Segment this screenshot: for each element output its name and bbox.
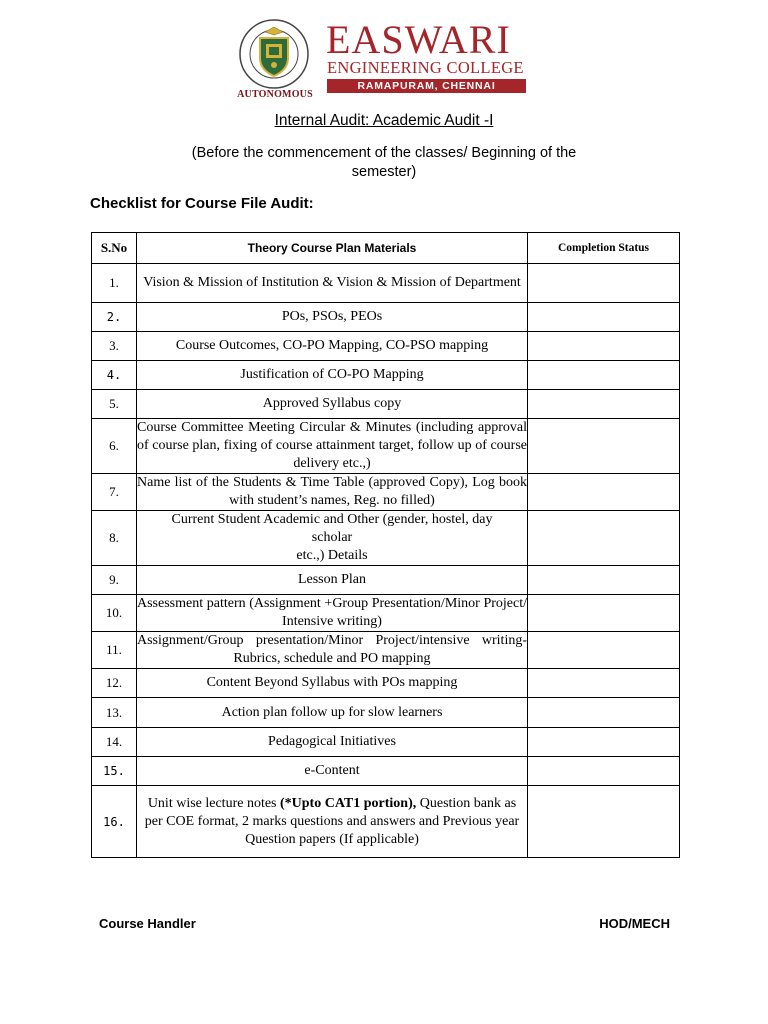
row-status-cell[interactable] [528,632,680,669]
college-subtitle: ENGINEERING COLLEGE [327,58,524,77]
row-item: Approved Syllabus copy [137,390,528,419]
row-sno: 3. [92,332,137,361]
table-row [92,669,680,698]
row-item: Pedagogical Initiatives [137,728,528,757]
row-item: Course Committee Meeting Circular & Minutes (including approval of course plan, fixing of course attainment target, follow up of course delivery etc.,) [137,419,528,474]
row-item-line: etc.,) Details [296,548,368,563]
college-location: RAMAPURAM, CHENNAI [327,79,526,93]
row-sno: 7. [92,474,137,511]
row-item-bold-text: (*Upto CAT1 portion), [280,795,417,811]
autonomous-label: AUTONOMOUS [237,89,313,100]
row-status-cell[interactable] [528,390,680,419]
table-row [92,632,680,669]
table-row [92,786,680,858]
header-completion-status: Completion Status [528,233,680,264]
row-item: POs, PSOs, PEOs [137,303,528,332]
row-status-cell[interactable] [528,595,680,632]
college-name: EASWARI [326,17,511,62]
table-row [92,264,680,303]
row-sno: 15. [92,757,137,786]
row-sno: 4. [92,361,137,390]
row-sno: 2. [92,303,137,332]
row-status-cell[interactable] [528,757,680,786]
row-item: Action plan follow up for slow learners [137,698,528,728]
table-row [92,390,680,419]
row-item: Lesson Plan [137,566,528,595]
row-item [137,786,528,858]
row-sno: 1. [92,264,137,303]
row-status-cell[interactable] [528,361,680,390]
row-status-cell[interactable] [528,786,680,858]
row-sno: 8. [92,511,137,566]
row-item: Justification of CO-PO Mapping [137,361,528,390]
course-handler-signature: Course Handler [99,916,196,931]
row-item: Assignment/Group presentation/Minor Project/intensive writing-Rubrics, schedule and PO mapping [137,632,528,669]
table-row [92,757,680,786]
row-item: Course Outcomes, CO-PO Mapping, CO-PSO mapping [137,332,528,361]
row-sno: 10. [92,595,137,632]
row-item-text: Unit wise lecture notes [147,795,280,811]
row-sno: 9. [92,566,137,595]
row-item: Vision & Mission of Institution & Vision & Mission of Department [137,264,528,303]
row-status-cell[interactable] [528,264,680,303]
table-row [92,474,680,511]
table-row [92,566,680,595]
college-header [238,18,530,102]
row-item: Content Beyond Syllabus with POs mapping [137,669,528,698]
table-row [92,595,680,632]
row-sno: 14. [92,728,137,757]
row-sno: 13. [92,698,137,728]
header-materials: Theory Course Plan Materials [137,233,528,264]
row-status-cell[interactable] [528,419,680,474]
row-status-cell[interactable] [528,728,680,757]
table-row [92,698,680,728]
row-status-cell[interactable] [528,303,680,332]
row-item: Assessment pattern (Assignment +Group Presentation/Minor Project/ Intensive writing) [137,595,528,632]
row-sno: 5. [92,390,137,419]
row-item-line: Current Student Academic and Other (gender, hostel, day scholar [171,512,493,545]
row-item: Name list of the Students & Time Table (approved Copy), Log book with student’s names, Reg. no filled) [137,474,528,511]
table-row [92,419,680,474]
row-sno: 6. [92,419,137,474]
row-item-line: per COE format, 2 marks questions and answers and Previous year Question papers (If applicable) [144,813,520,847]
row-sno: 12. [92,669,137,698]
table-row [92,728,680,757]
document-subtitle: (Before the commencement of the classes/ Beginning of the semester) [191,145,577,180]
row-item [137,511,528,566]
header-sno: S.No [92,233,137,264]
row-status-cell[interactable] [528,332,680,361]
document-title: Internal Audit: Academic Audit -I [274,112,494,129]
row-status-cell[interactable] [528,698,680,728]
audit-checklist-table [91,232,680,858]
table-row [92,303,680,332]
table-row [92,361,680,390]
row-status-cell[interactable] [528,511,680,566]
college-seal-icon [238,18,310,90]
table-header-row [92,233,680,264]
row-item: e-Content [137,757,528,786]
table-row [92,332,680,361]
table-row [92,511,680,566]
hod-signature: HOD/MECH [599,916,670,931]
row-status-cell[interactable] [528,474,680,511]
checklist-heading: Checklist for Course File Audit: [90,195,314,212]
row-status-cell[interactable] [528,669,680,698]
row-sno: 16. [92,786,137,858]
row-status-cell[interactable] [528,566,680,595]
row-item-text: Question bank as [416,795,517,811]
row-sno: 11. [92,632,137,669]
